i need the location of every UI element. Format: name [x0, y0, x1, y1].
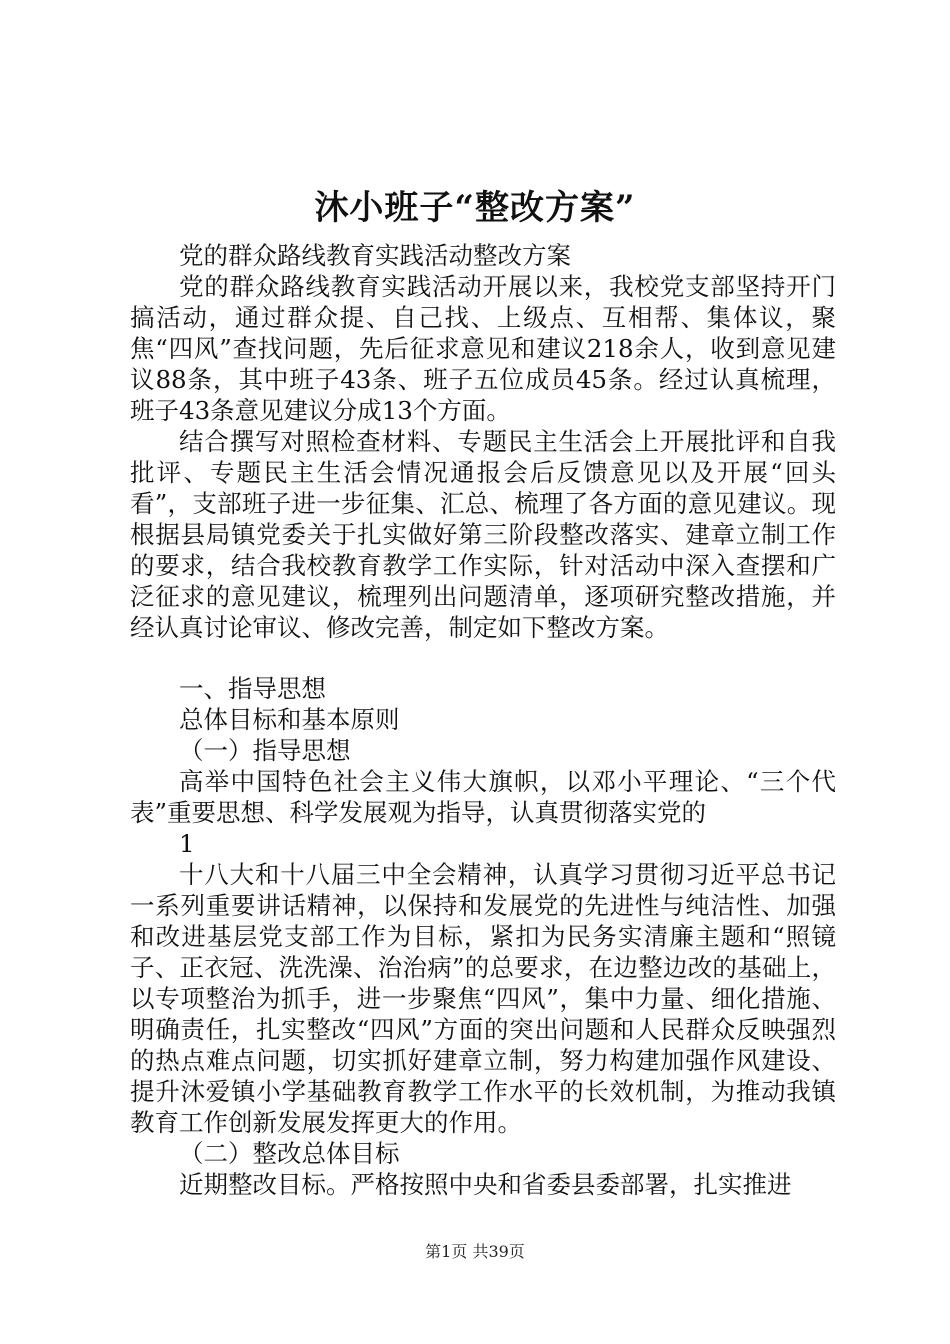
section-heading: 一、指导思想 [179, 674, 326, 703]
paragraph: 高举中国特色社会主义伟大旗帜，以邓小平理论、“三个代表”重要思想、科学发展观为指导，认真贯彻落实党的 [130, 767, 836, 827]
inline-page-marker: 1 [179, 829, 195, 858]
paragraph: 党的群众路线教育实践活动开展以来，我校党支部坚持开门搞活动，通过群众提、自己找、上级点、互相帮、集体议，聚焦“四风”查找问题，先后征求意见和建议218余人，收到意见建议88条，其中班子43条、班子五位成员45条。经过认真梳理，班子43条意见建议分成13个方面。 [130, 272, 836, 425]
subsection-heading: （一）指导思想 [179, 736, 351, 765]
subsection-heading: （二）整改总体目标 [179, 1139, 400, 1168]
page-footer: 第1页 共39页 [425, 1242, 525, 1261]
document-title: 沐小班子“整改方案” [314, 188, 636, 228]
section-heading: 总体目标和基本原则 [179, 705, 400, 734]
paragraph: 近期整改目标。严格按照中央和省委县委部署，扎实推进 [179, 1170, 792, 1199]
paragraph: 十八大和十八届三中全会精神，认真学习贯彻习近平总书记一系列重要讲话精神，以保持和发展党的先进性与纯洁性、加强和改进基层党支部工作为目标，紧扣为民务实清廉主题和“照镜子、正衣冠、洗洗澡、治治病”的总要求，在边整边改的基础上，以专项整治为抓手，进一步聚焦“四风”，集中力量、细化措施、明确责任，扎实整改“四风”方面的突出问题和人民群众反映强烈的热点难点问题，切实抓好建章立制，努力构建加强作风建设、提升沐爱镇小学基础教育教学工作水平的长效机制，为推动我镇教育工作创新发展发挥更大的作用。 [130, 860, 836, 1137]
paragraph: 结合撰写对照检查材料、专题民主生活会上开展批评和自我批评、专题民主生活会情况通报会后反馈意见以及开展“回头看”，支部班子进一步征集、汇总、梳理了各方面的意见建议。现根据县局镇党委关于扎实做好第三阶段整改落实、建章立制工作的要求，结合我校教育教学工作实际，针对活动中深入查摆和广泛征求的意见建议，梳理列出问题清单，逐项研究整改措施，并经认真讨论审议、修改完善，制定如下整改方案。 [130, 427, 836, 642]
document-subtitle: 党的群众路线教育实践活动整改方案 [179, 241, 571, 270]
paragraph-gap [130, 643, 836, 673]
document-body [130, 240, 836, 1200]
